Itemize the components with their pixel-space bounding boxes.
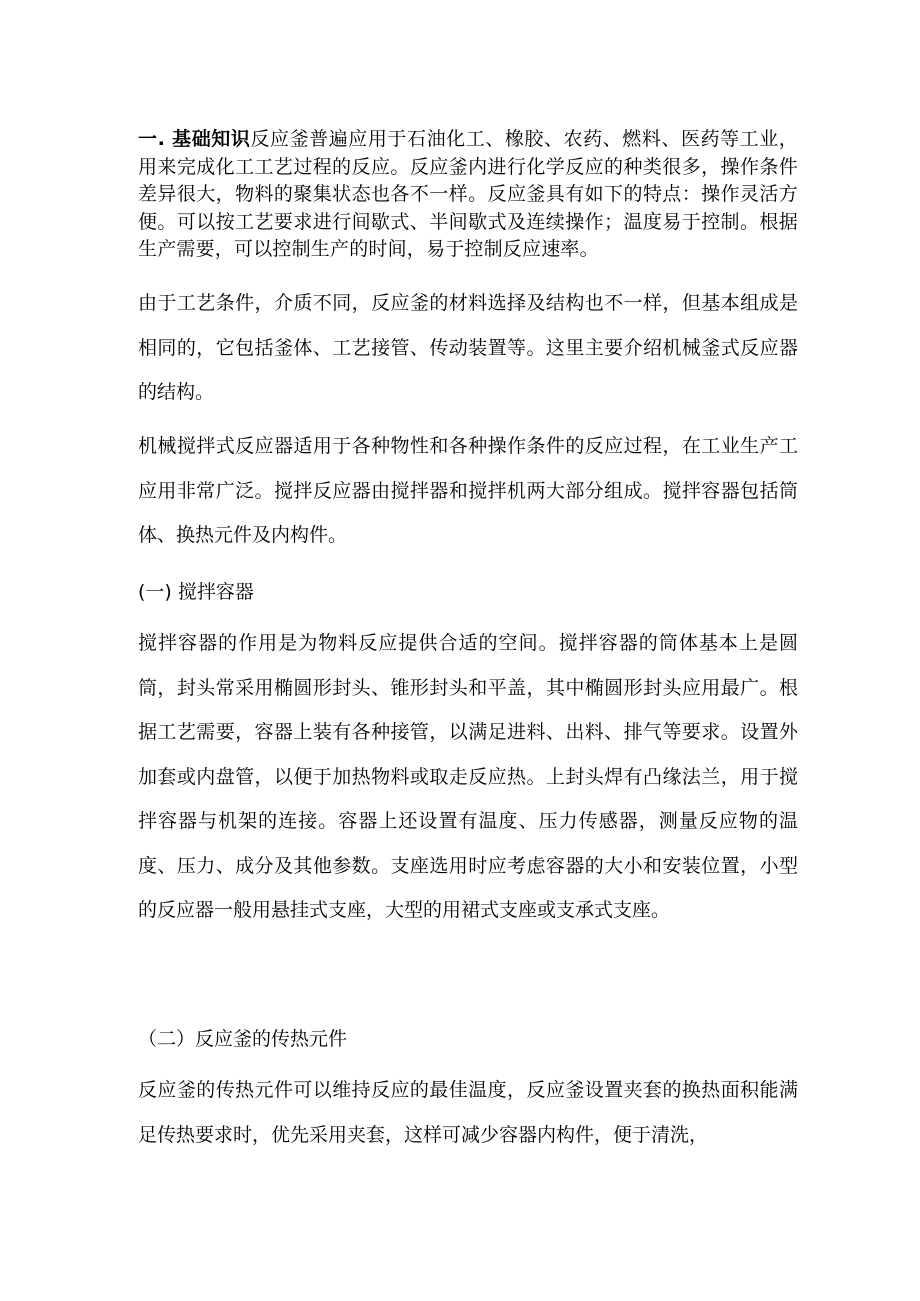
paragraph-structure-overview: 由于工艺条件，介质不同，反应釜的材料选择及结构也不一样，但基本组成是相同的，它包括釜体、工艺接管、传动装置等。这里主要介绍机械釜式反应器的结构。 — [138, 292, 798, 403]
section-title: 一. 基础知识 — [138, 128, 251, 150]
intro-text: 反应釜普遍应用于石油化工、橡胶、农药、燃料、医药等工业，用来完成化工工艺过程的反应。反应釜内进行化学反应的种类很多，操作条件差异很大，物料的聚集状态也各不一样。反应釜具有如下的特点：操作灵活方便。可以按工艺要求进行间歇式、半间歇式及连续操作；温度易于控制。根据生产需要，可以控制生产的时间，易于控制反应速率。 — [138, 128, 799, 260]
intro-paragraph — [138, 126, 798, 264]
subheading-stirring-vessel: (一) 搅拌容器 — [138, 581, 254, 603]
paragraph-heat-transfer-elements: 反应釜的传热元件可以维持反应的最佳温度，反应釜设置夹套的换热面积能满足传热要求时，优先采用夹套，这样可减少容器内构件，便于清洗， — [138, 1079, 798, 1146]
paragraph-mechanical-reactor: 机械搅拌式反应器适用于各种物性和各种操作条件的反应过程，在工业生产工应用非常广泛。搅拌反应器由搅拌器和搅拌机两大部分组成。搅拌容器包括筒体、换热元件及内构件。 — [138, 435, 798, 546]
subheading-heat-transfer-elements: （二）反应釜的传热元件 — [138, 1028, 348, 1050]
paragraph-stirring-vessel: 搅拌容器的作用是为物料反应提供合适的空间。搅拌容器的筒体基本上是圆筒，封头常采用椭圆形封头、锥形封头和平盖，其中椭圆形封头应用最广。根据工艺需要，容器上装有各种接管，以满足进料、出料、排气等要求。设置外加套或内盘管，以便于加热物料或取走反应热。上封头焊有凸缘法兰，用于搅拌容器与机架的连接。容器上还设置有温度、压力传感器，测量反应物的温度、压力、成分及其他参数。支座选用时应考虑容器的大小和安装位置，小型的反应器一般用悬挂式支座，大型的用裙式支座或支承式支座。 — [138, 632, 798, 921]
